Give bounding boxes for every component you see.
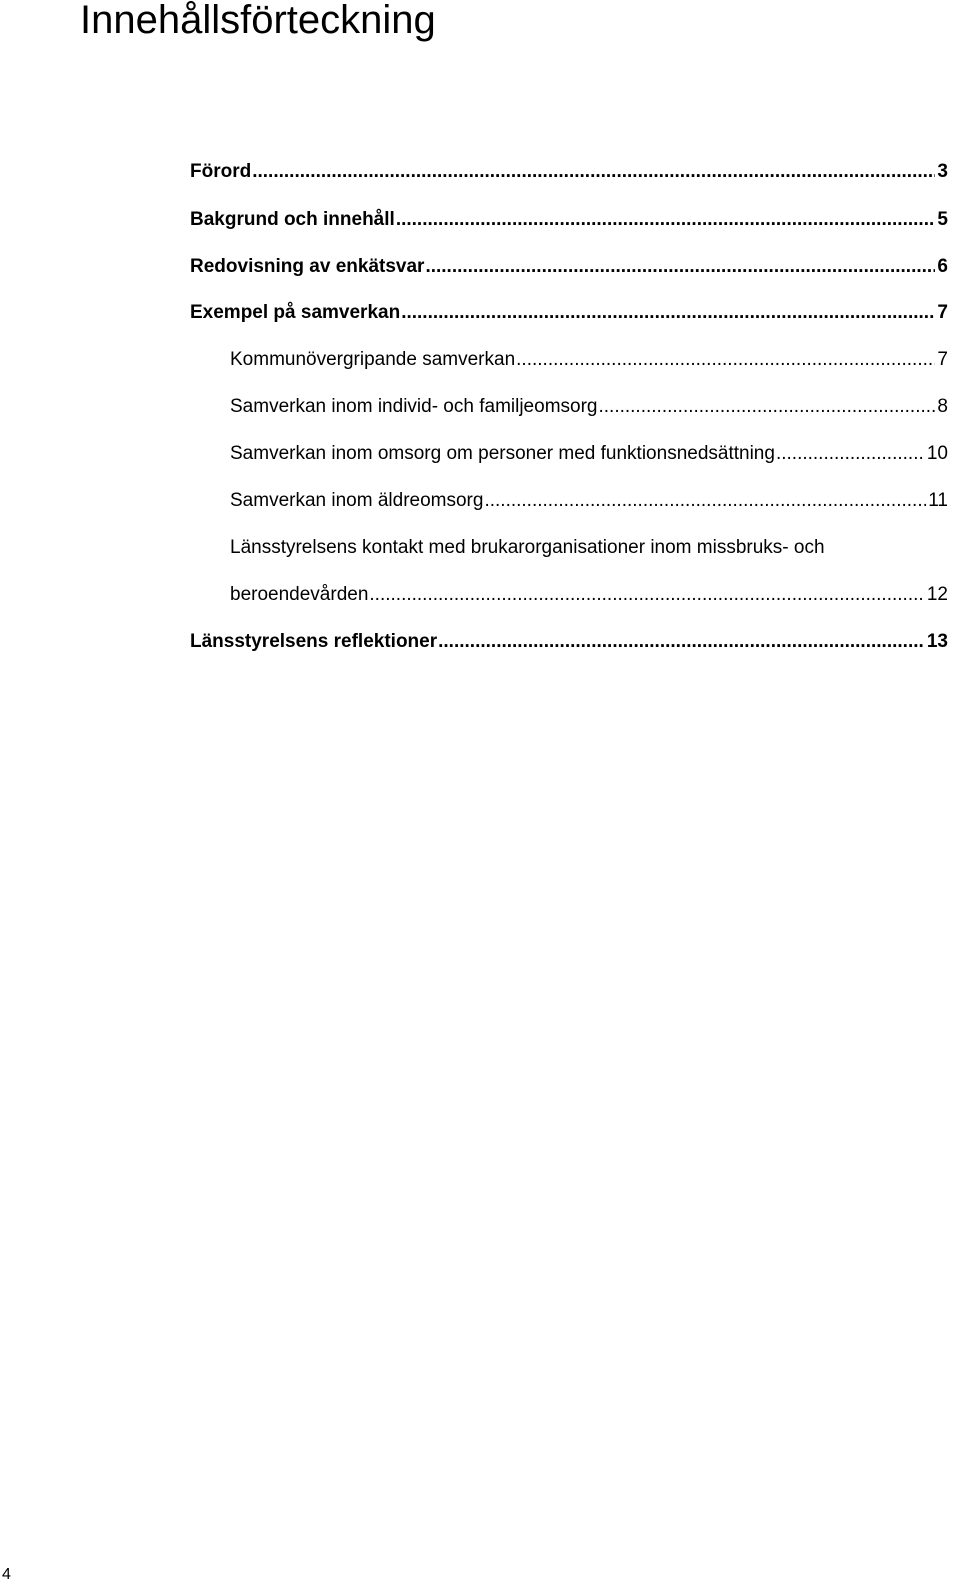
toc-dot-leader (484, 489, 926, 513)
toc-dot-leader (369, 583, 924, 607)
toc-entry-page: 10 (926, 443, 948, 464)
toc-entry-brukarorganisationer[interactable] (230, 583, 948, 607)
toc-entry-label: Bakgrund och innehåll (190, 209, 395, 230)
toc-dot-leader (776, 442, 925, 466)
toc-entry-page: 3 (937, 161, 948, 182)
toc-entry-page: 11 (928, 490, 948, 511)
toc-dot-leader (252, 160, 935, 184)
toc-dot-leader (396, 208, 936, 232)
toc-entry-page: 7 (937, 349, 948, 370)
toc-dot-leader (516, 348, 935, 372)
toc-entry-kommunovergripande[interactable] (230, 348, 948, 372)
toc-entry-bakgrund[interactable] (190, 208, 948, 232)
toc-entry-label: Samverkan inom omsorg om personer med funktionsnedsättning (230, 443, 775, 464)
toc-entry-redovisning[interactable] (190, 255, 948, 279)
toc-entry-label: Kommunövergripande samverkan (230, 349, 516, 370)
toc-entry-label: Redovisning av enkätsvar (190, 256, 425, 277)
toc-entry-individ-familjeomsorg[interactable] (230, 395, 948, 419)
toc-entry-page: 12 (926, 584, 948, 605)
toc-entry-page: 8 (937, 396, 948, 417)
page-title: Innehållsförteckning (80, 0, 436, 42)
toc-entry-page: 5 (937, 209, 948, 230)
page-number: 4 (2, 1566, 11, 1583)
toc-entry-exempel[interactable] (190, 301, 948, 325)
toc-entry-label: Samverkan inom äldreomsorg (230, 490, 484, 511)
toc-entry-funktionsnedsattning[interactable] (230, 442, 948, 466)
toc-entry-label: Samverkan inom individ- och familjeomsorg (230, 396, 598, 417)
toc-entry-page: 6 (937, 256, 948, 277)
toc-entry-brukarorganisationer-line1[interactable]: Länsstyrelsens kontakt med brukarorganisationer inom missbruks- och (230, 537, 825, 558)
toc-dot-leader (401, 301, 935, 325)
toc-entry-label: Förord (190, 161, 252, 182)
toc-entry-aldreomsorg[interactable] (230, 489, 948, 513)
toc-dot-leader (425, 255, 935, 279)
toc-entry-page: 13 (926, 631, 948, 652)
toc-entry-page: 7 (937, 302, 948, 323)
toc-entry-fororord[interactable] (190, 160, 948, 184)
toc-entry-label: Exempel på samverkan (190, 302, 401, 323)
toc-entry-reflektioner[interactable] (190, 630, 948, 654)
toc-dot-leader (598, 395, 935, 419)
toc-entry-label: Länsstyrelsens reflektioner (190, 631, 438, 652)
toc-entry-label: beroendevården (230, 584, 369, 605)
toc-dot-leader (438, 630, 925, 654)
